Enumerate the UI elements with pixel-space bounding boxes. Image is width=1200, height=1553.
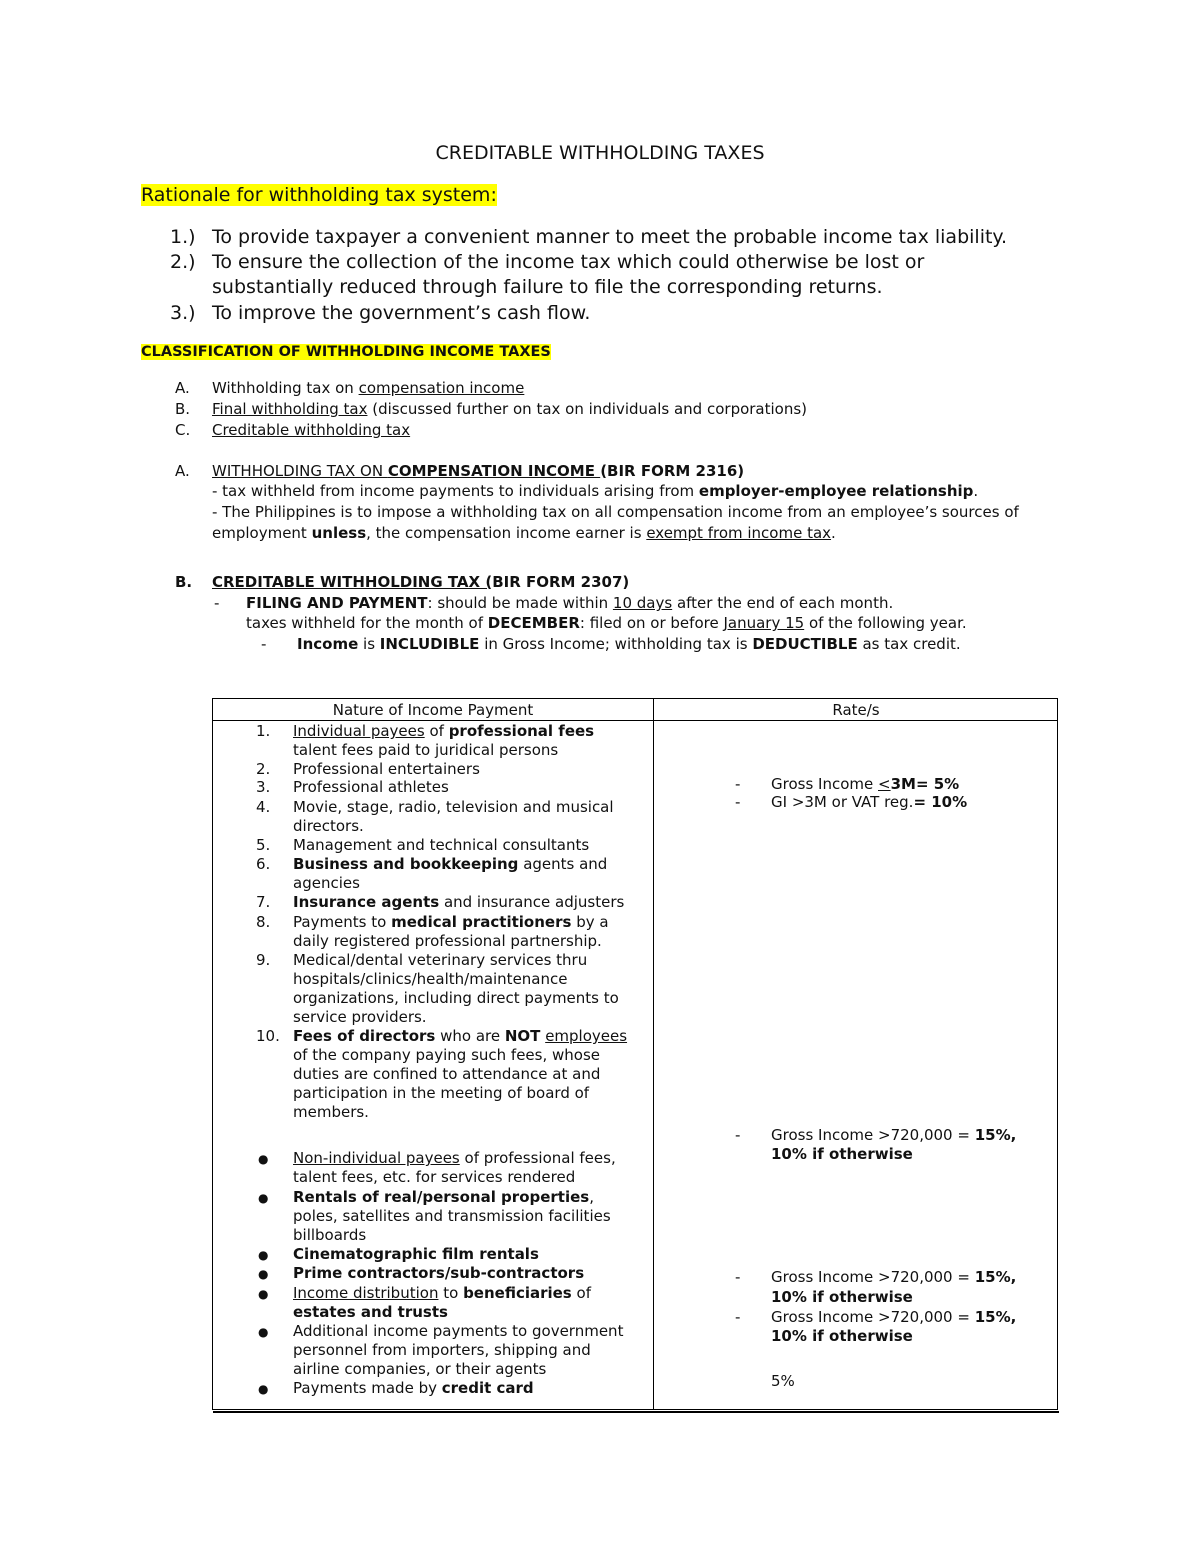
sb-d5: of the following year. [804,614,967,632]
class-item [212,379,524,397]
sa-l3e: . [831,524,836,542]
bi-b: credit card [441,1379,534,1397]
bullet-item-cont: estates and trusts [293,1303,448,1321]
bi-u: Income distribution [293,1284,439,1302]
li-b2: NOT [504,1027,541,1045]
table-bottom-border [213,1411,1059,1413]
classification-heading [141,344,551,360]
list-num: 7. [256,893,271,911]
rate-dash: - [735,1268,741,1286]
list-item-cont: organizations, including direct payments to [293,989,619,1007]
sb-income [297,635,961,653]
sa-h1: WITHHOLDING TAX ON [212,462,388,480]
section-a-heading [212,462,744,480]
list-num: 4. [256,798,271,816]
rationale-item-cont: substantially reduced through failure to file the corresponding returns. [212,276,883,298]
sa-l1c: . [973,482,979,500]
sb-i5: DEDUCTIBLE [752,635,858,653]
sb-d2: DECEMBER [487,614,580,632]
bi-t: Payments made by [293,1379,442,1397]
rate-item-cont: 10% if otherwise [771,1327,913,1345]
list-item [293,1027,627,1045]
rationale-num: 2.) [170,251,196,273]
rationale-heading [141,184,497,206]
bullet-icon: ● [258,1382,269,1396]
rationale-item: To provide taxpayer a convenient manner to meet the probable income tax liability. [212,226,1007,248]
sb-f4: after the end of each month. [672,594,894,612]
sb-december [246,614,967,632]
sb-dash: - [214,594,220,612]
list-item: Professional athletes [293,778,449,796]
bi-b: Rentals of real/personal properties [293,1188,590,1206]
bullet-item-cont: personnel from importers, shipping and [293,1341,591,1359]
sb-filing [246,594,893,612]
li-t: Payments to [293,913,392,931]
bi-b: Cinematographic film rentals [293,1245,539,1263]
rate-item [771,1268,1016,1286]
rate-item-cont: 10% if otherwise [771,1145,913,1163]
bullet-item-cont: billboards [293,1226,367,1244]
bi-t2: of [571,1284,591,1302]
class-item [212,421,410,439]
sa-l3c: , the compensation income earner is [366,524,647,542]
list-item [293,893,624,911]
rate-t: Gross Income >720,000 = [771,1308,975,1326]
table-header-rates: Rate/s [832,701,880,719]
rate-t: Gross Income >720,000 = [771,1268,975,1286]
li-b: medical practitioners [391,913,572,931]
list-item-cont: members. [293,1103,369,1121]
sa-l3b: unless [311,524,367,542]
rate-b: = 10% [913,793,968,811]
rate-item [771,1126,1016,1144]
bullet-item: Additional income payments to government [293,1322,624,1340]
sb-h1: CREDITABLE WITHHOLDING TAX ( [212,573,493,591]
bullet-item [293,1284,591,1302]
list-num: 1. [256,722,271,740]
list-item: Management and technical consultants [293,836,590,854]
list-num: 9. [256,951,271,969]
sa-h2: COMPENSATION INCOME [387,462,601,480]
li-u: employees [545,1027,628,1045]
rate-item [771,1308,1016,1326]
sb-i3: INCLUDIBLE [379,635,480,653]
bullet-icon: ● [258,1325,269,1339]
rationale-num: 3.) [170,302,196,324]
classification-heading-text: CLASSIFICATION OF WITHHOLDING INCOME TAXES [141,344,551,360]
class-letter: C. [175,421,191,439]
li-t: who are [435,1027,505,1045]
sb-i2: is [358,635,380,653]
li-b: Business and bookkeeping [293,855,519,873]
sb-d4: January 15 [723,614,805,632]
bullet-item [293,1188,594,1206]
rate-dash: - [735,1126,741,1144]
rate-t: GI >3M or VAT reg. [771,793,914,811]
class-item-text: Withholding tax on [212,379,359,397]
rationale-item: To improve the government’s cash flow. [212,302,591,324]
list-item-cont: duties are confined to attendance at and [293,1065,601,1083]
page-title: CREDITABLE WITHHOLDING TAXES [435,142,765,164]
bullet-item [293,1149,616,1167]
class-letter: B. [175,400,191,418]
sa-l1a: - tax withheld from income payments to individuals arising from [212,482,699,500]
rate-dash: - [735,793,741,811]
sa-l3a: employment [212,524,312,542]
list-num: 3. [256,778,271,796]
rate-item [771,793,967,811]
bi-t: , [589,1188,595,1206]
li-b: Insurance agents [293,893,440,911]
list-item [293,855,607,873]
list-item-cont: of the company paying such fees, whose [293,1046,600,1064]
sb-d1: taxes withheld for the month of [246,614,488,632]
sb-d3: : filed on or before [579,614,724,632]
list-item: Movie, stage, radio, television and musical [293,798,614,816]
class-item-underlined: Creditable withholding tax [212,421,411,439]
bullet-icon: ● [258,1248,269,1262]
rate-item-cont: 10% if otherwise [771,1288,913,1306]
li-t: of [424,722,449,740]
section-a-line3 [212,524,836,542]
sb-inc-dash: - [261,635,267,653]
list-item-cont: daily registered professional partnership. [293,932,602,950]
li-b: professional fees [448,722,595,740]
bullet-icon: ● [258,1191,269,1205]
sa-l3d: exempt from income tax [646,524,832,542]
section-b-heading [212,573,629,591]
sb-f2: : should be made within [427,594,613,612]
class-item-underlined: compensation income [358,379,525,397]
sb-f3: 10 days [612,594,673,612]
rate-b: 15%, [974,1126,1017,1144]
rate-item [771,775,959,793]
list-item [293,913,609,931]
rationale-heading-text: Rationale for withholding tax system: [141,184,497,206]
bullet-icon: ● [258,1287,269,1301]
table-header-divider [213,720,1057,721]
table-header-nature: Nature of Income Payment [332,701,534,719]
bullet-item-cont: talent fees, etc. for services rendered [293,1168,576,1186]
rate-dash: - [735,775,741,793]
section-b-letter: B. [175,573,193,591]
rate-t: Gross Income >720,000 = [771,1126,975,1144]
rate-t: Gross Income [771,775,878,793]
rationale-num: 1.) [170,226,196,248]
list-item: Medical/dental veterinary services thru [293,951,588,969]
list-item-cont: participation in the meeting of board of [293,1084,590,1102]
rate-b: 15%, [974,1308,1017,1326]
bullet-item-cont: airline companies, or their agents [293,1360,547,1378]
list-item-cont: hospitals/clinics/health/maintenance [293,970,568,988]
class-item-text: (discussed further on tax on individuals and corporations) [367,400,808,418]
bullet-item [293,1379,534,1397]
rate-u: < [878,775,891,793]
section-a-line1 [212,482,978,500]
bullet-icon: ● [258,1267,269,1281]
sb-f1: FILING AND PAYMENT [246,594,428,612]
sb-h2: BIR FORM 2307) [492,573,630,591]
bullet-icon: ● [258,1152,269,1166]
class-item-underlined: Final withholding tax [212,400,368,418]
table-col-divider [653,699,654,1409]
section-a-line2: - The Philippines is to impose a withholding tax on all compensation income from an employee’s sources of [212,503,1019,521]
li-t2: by a [571,913,609,931]
bullet-item [293,1264,584,1282]
bi-t: to [438,1284,464,1302]
list-num: 6. [256,855,271,873]
rate-b: 3M= 5% [890,775,960,793]
section-a-letter: A. [175,462,190,480]
list-num: 2. [256,760,271,778]
rationale-item: To ensure the collection of the income tax which could otherwise be lost or [212,251,925,273]
rate-item: 5% [771,1372,795,1390]
bi-u: Non-individual payees [293,1149,460,1167]
li-t: agents and [518,855,608,873]
list-num: 10. [256,1027,280,1045]
list-num: 5. [256,836,271,854]
bullet-item-cont: poles, satellites and transmission facilities [293,1207,611,1225]
sb-i4: in Gross Income; withholding tax is [479,635,753,653]
bullet-item [293,1245,539,1263]
class-item [212,400,807,418]
list-item-cont: talent fees paid to juridical persons [293,741,559,759]
list-item: Professional entertainers [293,760,480,778]
bi-b: Prime contractors/sub-contractors [293,1264,585,1282]
sa-h3: (BIR FORM 2316) [600,462,745,480]
li-u: Individual payees [293,722,425,740]
list-item-cont: service providers. [293,1008,427,1026]
list-item-cont: directors. [293,817,364,835]
bi-b: beneficiaries [463,1284,572,1302]
rate-dash: - [735,1308,741,1326]
rate-b: 15%, [974,1268,1017,1286]
list-num: 8. [256,913,271,931]
list-item-cont: agencies [293,874,360,892]
bi-t: of professional fees, [459,1149,616,1167]
sa-l1b: employer-employee relationship [698,482,974,500]
li-b: Fees of directors [293,1027,436,1045]
class-letter: A. [175,379,190,397]
sb-i6: as tax credit. [857,635,961,653]
sb-i1: Income [297,635,359,653]
li-t: and insurance adjusters [439,893,625,911]
list-item [293,722,594,740]
